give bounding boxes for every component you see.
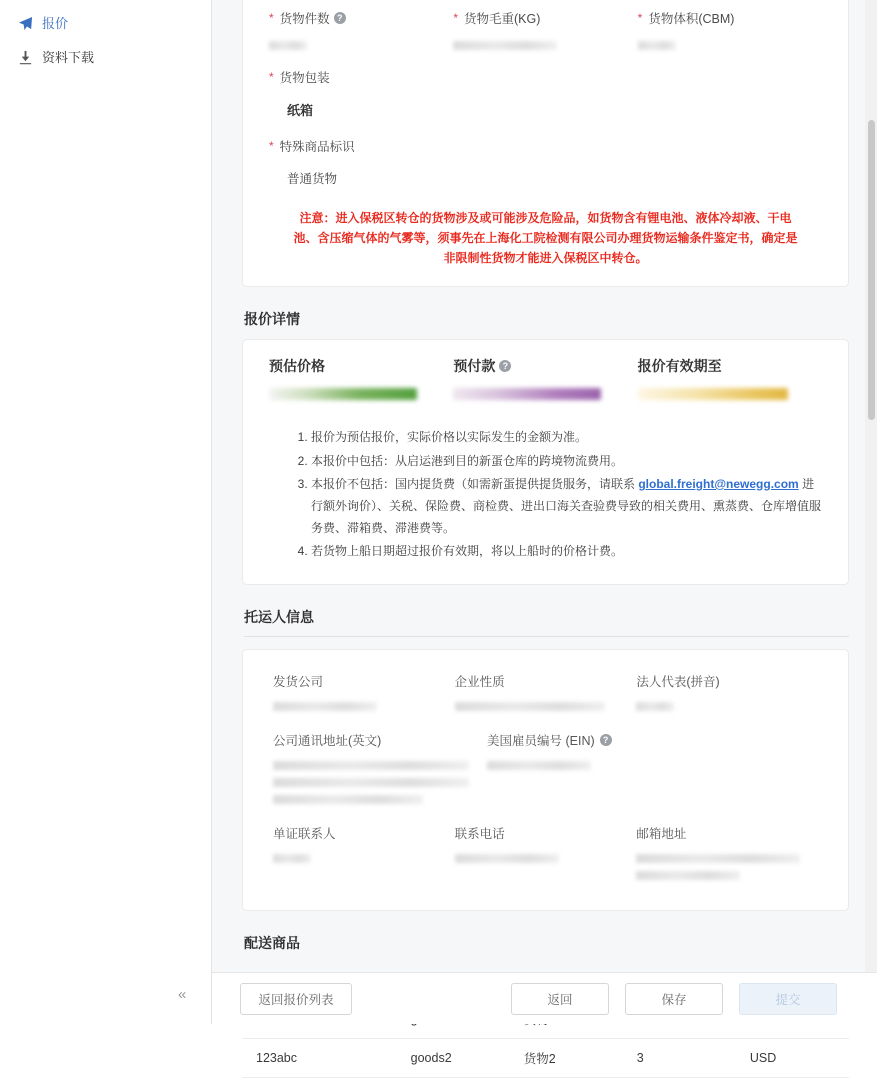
quote-note-text-part1: 本报价不包括：国内提货费（如需新蛋提供提货服务，请联系: [311, 476, 639, 491]
quote-note: 4. 若货物上船日期超过报价有效期，将以上船时的价格计费。: [311, 540, 822, 562]
field-placeholder: [653, 731, 819, 812]
field-value-redacted: [453, 41, 557, 50]
sidebar-item-label: 资料下载: [42, 50, 95, 65]
help-icon[interactable]: ?: [499, 360, 511, 372]
sidebar-item-label: 报价: [42, 16, 69, 31]
packaging-label: [269, 68, 822, 86]
required-marker: *: [269, 11, 274, 25]
field-ein: [487, 731, 653, 812]
quote-note: 1. 报价为预估报价，实际价格以实际发生的金额为准。: [311, 426, 822, 448]
shipper-section-title: 托运人信息: [244, 607, 849, 637]
submit-button[interactable]: 提交: [739, 983, 837, 1015]
quote-estimated-price: [269, 356, 453, 400]
field-label: 发货公司: [273, 674, 324, 689]
field-company-address-en: [273, 731, 487, 812]
field-label: 公司通讯地址(英文): [273, 733, 382, 748]
quote-grid: [269, 356, 822, 400]
quote-note: 2. 本报价中包括：从启运港到目的新蛋仓库的跨境物流费用。: [311, 450, 822, 472]
quote-section-title: 报价详情: [244, 311, 300, 328]
scrollbar-thumb[interactable]: [868, 120, 875, 420]
cargo-info-card: [242, 0, 849, 287]
save-button[interactable]: 保存: [625, 983, 723, 1015]
quote-detail-card: [242, 339, 849, 584]
field-email-address: [636, 824, 818, 888]
back-button[interactable]: 返回: [511, 983, 609, 1015]
packaging-block: [269, 68, 822, 119]
field-value-redacted: [273, 778, 469, 787]
field-value-redacted: [273, 702, 377, 711]
shipper-row: [273, 672, 818, 719]
field-value-redacted: [273, 795, 423, 804]
special-mark-value: 普通货物: [287, 172, 338, 186]
freight-email-link[interactable]: global.freight@newegg.com: [638, 476, 799, 491]
cargo-field-row: [269, 9, 822, 50]
shipper-row: [273, 731, 818, 812]
field-label: [453, 9, 637, 27]
packaging-label-text: 货物包装: [279, 71, 330, 85]
field-value-redacted: [638, 41, 676, 50]
field-label: 联系电话: [454, 826, 505, 841]
field-value-redacted: [273, 761, 469, 770]
field-gross-weight: [453, 9, 637, 50]
special-mark-block: [269, 137, 822, 187]
required-marker: *: [453, 11, 458, 25]
field-label: 法人代表(拼音): [636, 674, 720, 689]
field-value-redacted: [487, 761, 591, 770]
field-label: 单证联系人: [273, 826, 336, 841]
scrollbar-track[interactable]: [865, 0, 877, 1024]
cell-name-cn: 货物2: [510, 1038, 623, 1077]
hazmat-notice: 注意：进入保税区转仓的货物涉及或可能涉及危险品，如货物含有锂电池、液体冷却液、干电池、含压缩气体的气雾等，须事先在上海化工院检测有限公司办理货物运输条件鉴定书，确定是非限制性货物才能进入保税区中转仓。: [293, 211, 798, 265]
download-icon: [18, 50, 33, 65]
quote-label-text: 预估价格: [269, 358, 325, 375]
cell-currency: USD: [736, 1038, 849, 1077]
shipper-row: [273, 824, 818, 888]
products-section-title: 配送商品: [244, 934, 300, 951]
sidebar: [0, 0, 212, 1024]
field-label: [269, 9, 453, 27]
field-label-text: 美国雇员编号 (EIN): [487, 733, 595, 748]
quote-value-redacted: [269, 388, 417, 400]
quote-value-redacted: [638, 388, 788, 400]
field-value-redacted: [636, 702, 674, 711]
field-value-redacted: [636, 854, 800, 863]
field-value-redacted: [455, 854, 559, 863]
quote-label-text: 报价有效期至: [637, 358, 722, 375]
quote-label: [638, 356, 822, 376]
footer-action-bar: [212, 972, 877, 1024]
required-marker: *: [269, 139, 274, 153]
sidebar-item-quote[interactable]: [0, 6, 211, 40]
special-mark-label-text: 特殊商品标识: [279, 140, 355, 154]
quote-label-text: 预付款: [453, 358, 496, 375]
sidebar-item-downloads[interactable]: [0, 40, 211, 74]
footer-right-buttons: [511, 983, 837, 1015]
help-icon[interactable]: ?: [600, 734, 612, 746]
field-shipping-company: [273, 672, 455, 719]
packaging-value: 纸箱: [287, 103, 314, 118]
cell-merchant-sku: 123abc: [242, 1038, 397, 1077]
field-value-redacted: [455, 702, 605, 711]
required-marker: *: [269, 70, 274, 84]
field-label: 邮箱地址: [636, 826, 687, 841]
field-value-redacted: [269, 41, 307, 50]
field-value-redacted: [273, 854, 311, 863]
back-to-quote-list-button[interactable]: 返回报价列表: [240, 983, 352, 1015]
sidebar-collapse-button[interactable]: «: [178, 986, 187, 1003]
quote-prepayment: [453, 356, 637, 400]
field-label-text: 货物毛重(KG): [464, 12, 541, 26]
quote-note-text-part2: 进行额外询价）、关税、保险费、商检费、进出口海关查验费导致的相关费用、熏蒸费、仓库增值服务费、滞箱费、滞港费等。: [311, 476, 822, 536]
quote-notes: [269, 426, 822, 562]
field-label-text: 货物体积(CBM): [648, 12, 735, 26]
paper-plane-icon: [18, 16, 33, 31]
field-enterprise-type: [455, 672, 637, 719]
field-legal-representative: [636, 672, 818, 719]
quote-valid-until: [638, 356, 822, 400]
quote-label: [269, 356, 453, 376]
field-document-contact: [273, 824, 455, 888]
required-marker: *: [637, 11, 643, 25]
field-value-redacted: [636, 871, 740, 880]
main-content: [212, 0, 877, 1066]
field-label: 企业性质: [454, 674, 505, 689]
help-icon[interactable]: ?: [334, 12, 346, 24]
field-volume: [638, 9, 822, 50]
field-contact-phone: [455, 824, 637, 888]
cell-unit-price: 3: [623, 1038, 736, 1077]
table-row: [242, 1038, 849, 1077]
shipper-info-card: [242, 649, 849, 911]
field-label: [638, 9, 822, 27]
quote-label: [453, 356, 637, 376]
field-piece-count: [269, 9, 453, 50]
field-label: [487, 731, 635, 749]
field-label-text: 货物件数: [279, 12, 330, 26]
cell-name-en: goods2: [397, 1038, 510, 1077]
quote-value-redacted: [453, 388, 601, 400]
special-mark-label: [269, 137, 822, 155]
quote-note: [311, 473, 822, 540]
